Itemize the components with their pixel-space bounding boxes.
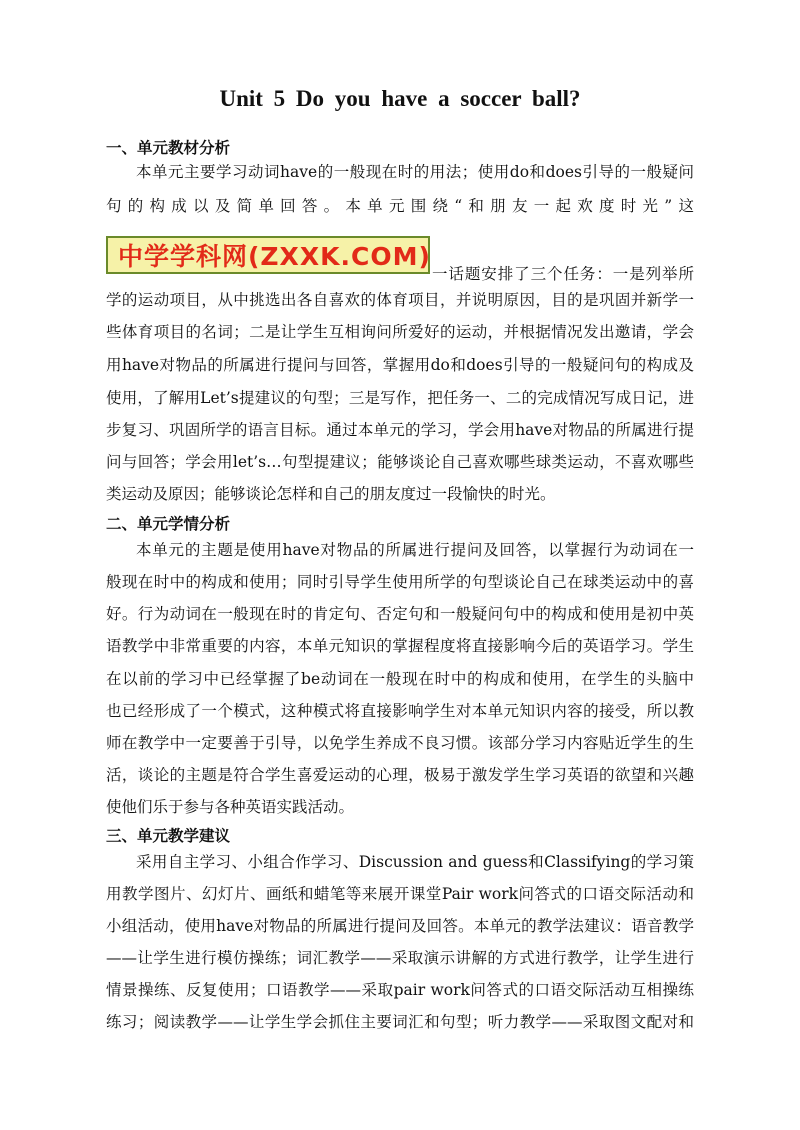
paragraph-line: 本单元的主题是使用have对物品的所属进行提问及回答，以掌握行为动词在一 <box>136 541 694 559</box>
paragraph-line: 情景操练、反复使用；口语教学——采取pair work问答式的口语交际活动互相操练 <box>106 981 694 999</box>
section-heading-2: 二、单元学情分析 <box>106 515 231 533</box>
paragraph-line: 使他们乐于参与各种英语实践活动。 <box>106 798 355 816</box>
paragraph-line: 用教学图片、幻灯片、画纸和蜡笔等来展开课堂Pair work问答式的口语交际活动和 <box>106 885 694 903</box>
paragraph-line: 好。行为动词在一般现在时的肯定句、否定句和一般疑问句中的构成和使用是初中英 <box>106 605 694 623</box>
paragraph-line: 活，谈论的主题是符合学生喜爱运动的心理，极易于激发学生学习英语的欲望和兴趣 <box>106 766 694 784</box>
paragraph-line: 采用自主学习、小组合作学习、Discussion and guess和Classifying的学习策 <box>136 853 694 871</box>
paragraph-line: 些体育项目的名词；二是让学生互相询问所爱好的运动，并根据情况发出邀请，学会 <box>106 323 694 341</box>
paragraph-line: 小组活动，使用have对物品的所属进行提问及回答。本单元的教学法建议：语音教学 <box>106 917 694 935</box>
section-heading-3: 三、单元教学建议 <box>106 827 231 845</box>
paragraph-line: 师在教学中一定要善于引导，以免学生养成不良习惯。该部分学习内容贴近学生的生 <box>106 734 694 752</box>
zxxk-logo-watermark <box>106 236 430 274</box>
paragraph-line: 本单元主要学习动词have的一般现在时的用法；使用do和does引导的一般疑问 <box>136 163 694 181</box>
logo-text: 中学学科网(ZXXK.COM) <box>118 242 431 271</box>
paragraph-line: 学的运动项目，从中挑选出各自喜欢的体育项目，并说明原因，目的是巩固并新学一 <box>106 291 694 309</box>
section-heading-1: 一、单元教材分析 <box>106 139 231 157</box>
paragraph-line: 在以前的学习中已经掌握了be动词在一般现在时中的构成和使用，在学生的头脑中 <box>106 670 694 688</box>
paragraph-line: 句的构成以及简单回答。本单元围绕“和朋友一起欢度时光”这 <box>106 197 694 215</box>
document-title: Unit 5 Do you have a soccer ball? <box>219 86 581 111</box>
paragraph-line: 一话题安排了三个任务：一是列举所 <box>432 265 694 283</box>
paragraph-line: 步复习、巩固所学的语言目标。通过本单元的学习，学会用have对物品的所属进行提 <box>106 421 694 439</box>
paragraph-line: 也已经形成了一个模式，这种模式将直接影响学生对本单元知识内容的接受，所以教 <box>106 702 694 720</box>
paragraph-line: 语教学中非常重要的内容，本单元知识的掌握程度将直接影响今后的英语学习。学生 <box>106 637 694 655</box>
paragraph-line: 用have对物品的所属进行提问与回答，掌握用do和does引导的一般疑问句的构成及 <box>106 356 694 374</box>
paragraph-line: 般现在时中的构成和使用；同时引导学生使用所学的句型谈论自己在球类运动中的喜 <box>106 573 694 591</box>
paragraph-line: 类运动及原因；能够谈论怎样和自己的朋友度过一段愉快的时光。 <box>106 485 556 503</box>
paragraph-line: 问与回答；学会用let’s…句型提建议；能够谈论自己喜欢哪些球类运动，不喜欢哪些 <box>106 453 694 471</box>
paragraph-line: 使用，了解用Let’s提建议的句型；三是写作，把任务一、二的完成情况写成日记，进 <box>106 389 694 407</box>
paragraph-line: ——让学生进行模仿操练；词汇教学——采取演示讲解的方式进行教学，让学生进行 <box>106 949 694 967</box>
paragraph-line: 练习；阅读教学——让学生学会抓住主要词汇和句型；听力教学——采取图文配对和 <box>106 1013 694 1031</box>
